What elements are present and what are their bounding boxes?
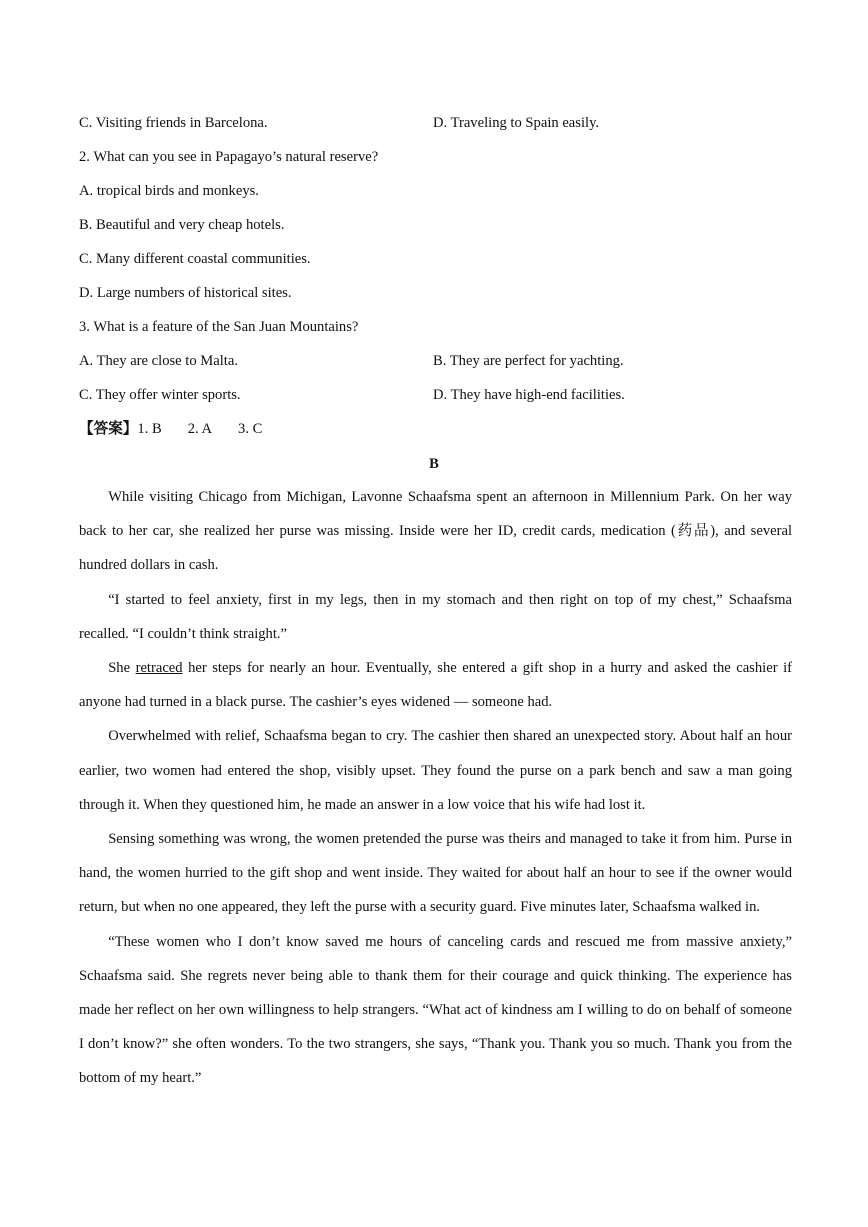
paragraph-5: Sensing something was wrong, the women pretended the purse was theirs and managed to take it from him. Purse in hand, the women hurried to the gift shop and went inside. They waited for about half an hour to see if the owner would return, but when no one appeared, they left the purse with a security guard. Five minutes later, Schaafsma walked in. <box>79 831 792 916</box>
underlined-word: retraced <box>135 660 183 677</box>
q2-option-d: D. Large numbers of historical sites. <box>79 285 292 301</box>
answer-item: 3. C <box>238 421 263 437</box>
section-title: B <box>429 456 439 472</box>
paragraph-1: While visiting Chicago from Michigan, Lavonne Schaafsma spent an afternoon in Millennium Park. On her way back to her car, she realized her purse was missing. Inside were her ID, credit cards, medication (药品), and several hundred dollars in cash. <box>79 489 792 574</box>
q1-option-d: D. Traveling to Spain easily. <box>433 115 600 131</box>
q2-option-c: C. Many different coastal communities. <box>79 251 311 267</box>
q1-option-c: C. Visiting friends in Barcelona. <box>79 115 268 131</box>
answer-label: 【答案】 <box>79 421 138 437</box>
answer-line <box>79 419 288 439</box>
paragraph-3-rest: her steps for nearly an hour. Eventually, she entered a gift shop in a hurry and asked the cashier if anyone had turned in a black purse. The cashier’s eyes widened — someone had. <box>79 660 792 711</box>
q2-question: 2. What can you see in Papagayo’s natural reserve? <box>79 149 379 165</box>
q3-option-a: A. They are close to Malta. <box>79 353 238 369</box>
paragraph-4: Overwhelmed with relief, Schaafsma began to cry. The cashier then shared an unexpected story. About half an hour earlier, two women had entered the shop, visibly upset. They found the purse on a park bench and saw a man going through it. When they questioned him, he made an answer in a low voice that his wife had lost it. <box>79 728 792 813</box>
q3-option-b: B. They are perfect for yachting. <box>433 353 624 369</box>
paragraph-6: “These women who I don’t know saved me hours of canceling cards and rescued me from massive anxiety,” Schaafsma said. She regrets never being able to thank them for their courage and quick thinking. The experience has made her reflect on her own willingness to help strangers. “What act of kindness am I willing to do on behalf of someone I don’t know?” she often wonders. To the two strangers, she says, “Thank you. Thank you so much. Thank you from the bottom of my heart.” <box>79 933 792 1087</box>
answer-item: 2. A <box>187 421 213 437</box>
q3-question: 3. What is a feature of the San Juan Mountains? <box>79 319 359 335</box>
paragraph-2: “I started to feel anxiety, first in my legs, then in my stomach and then right on top of my chest,” Schaafsma recalled. “I couldn’t think straight.” <box>79 591 792 642</box>
paragraph-3 <box>79 651 792 719</box>
passage-body <box>79 480 792 1096</box>
paragraph-3-start: She <box>108 660 136 677</box>
q2-option-b: B. Beautiful and very cheap hotels. <box>79 217 285 233</box>
q3-option-d: D. They have high-end facilities. <box>433 387 625 403</box>
q2-option-a: A. tropical birds and monkeys. <box>79 183 259 199</box>
answer-item: 1. B <box>137 421 162 437</box>
q3-option-c: C. They offer winter sports. <box>79 387 241 403</box>
